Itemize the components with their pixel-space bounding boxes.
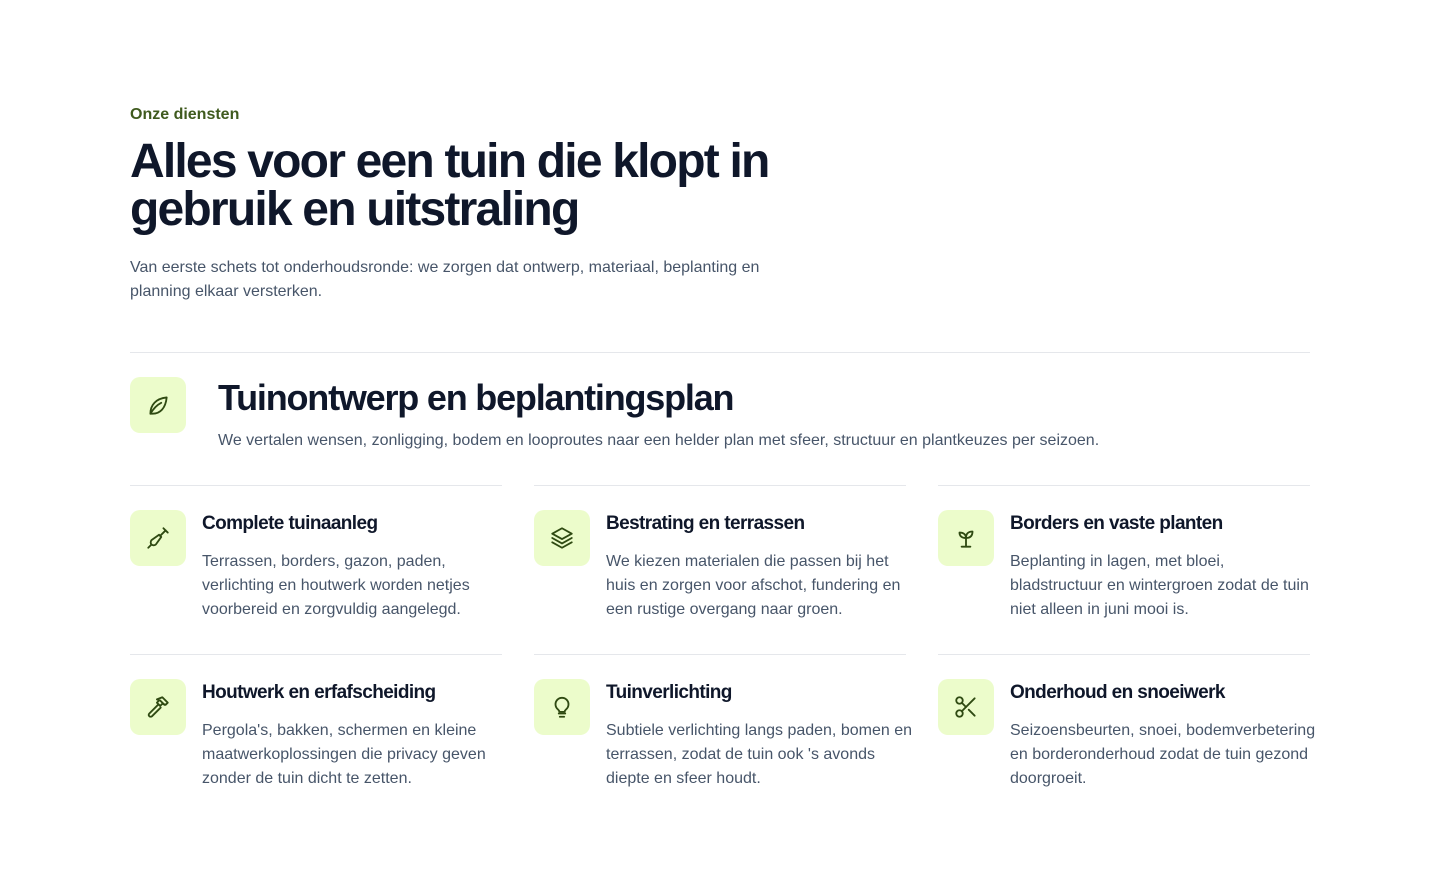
service-card-title: Bestrating en terrassen (606, 513, 805, 534)
page-title: Alles voor een tuin die klopt in gebruik en uitstraling (130, 135, 769, 236)
service-card-tuinaanleg (130, 485, 502, 625)
card-divider (534, 485, 906, 486)
service-card-title: Onderhoud en snoeiwerk (1010, 682, 1225, 703)
layers-icon (534, 510, 590, 566)
hammer-icon (130, 679, 186, 735)
service-card-description: Seizoensbeurten, snoei, bodemverbetering en borderonderhoud zodat de tuin gezond doorgroeit. (1010, 722, 1316, 787)
leaf-icon (130, 377, 186, 433)
service-card-title: Houtwerk en erfafscheiding (202, 682, 436, 703)
service-card-description: Terrassen, borders, gazon, paden, verlichting en houtwerk worden netjes voorbereid en zorgvuldig aangelegd. (202, 553, 470, 618)
card-divider (938, 654, 1310, 655)
service-card-borders (938, 485, 1310, 625)
service-card-description: Subtiele verlichting langs paden, bomen en terrassen, zodat de tuin ook 's avonds diepte en sfeer houdt. (606, 722, 912, 787)
service-card-title: Tuinverlichting (606, 682, 732, 703)
divider (130, 352, 1310, 353)
card-divider (130, 654, 502, 655)
service-card-title: Borders en vaste planten (1010, 513, 1223, 534)
featured-service-title: Tuinontwerp en beplantingsplan (218, 377, 734, 418)
card-divider (534, 654, 906, 655)
sprout-icon (938, 510, 994, 566)
scissors-icon (938, 679, 994, 735)
service-card-description: We kiezen materialen die passen bij het huis en zorgen voor afschot, fundering en een rustige overgang naar groen. (606, 553, 901, 618)
section-eyebrow: Onze diensten (130, 106, 240, 123)
service-card-bestrating (534, 485, 906, 625)
service-card-verlichting (534, 654, 912, 794)
service-card-title: Complete tuinaanleg (202, 513, 378, 534)
service-card-houtwerk (130, 654, 502, 794)
lightbulb-icon (534, 679, 590, 735)
service-card-description: Beplanting in lagen, met bloei, bladstructuur en wintergroen zodat de tuin niet alleen in juni mooi is. (1010, 553, 1309, 618)
card-divider (938, 485, 1310, 486)
section-lead: Van eerste schets tot onderhoudsronde: we zorgen dat ontwerp, materiaal, beplanting en planning elkaar versterken. (130, 259, 760, 300)
service-card-onderhoud (938, 654, 1316, 794)
card-divider (130, 485, 502, 486)
shovel-icon (130, 510, 186, 566)
featured-service (130, 376, 1310, 456)
service-card-description: Pergola's, bakken, schermen en kleine maatwerkoplossingen die privacy geven zonder de tuin dicht te zetten. (202, 722, 486, 787)
featured-service-description: We vertalen wensen, zonligging, bodem en looproutes naar een helder plan met sfeer, structuur en plantkeuzes per seizoen. (218, 432, 1100, 449)
